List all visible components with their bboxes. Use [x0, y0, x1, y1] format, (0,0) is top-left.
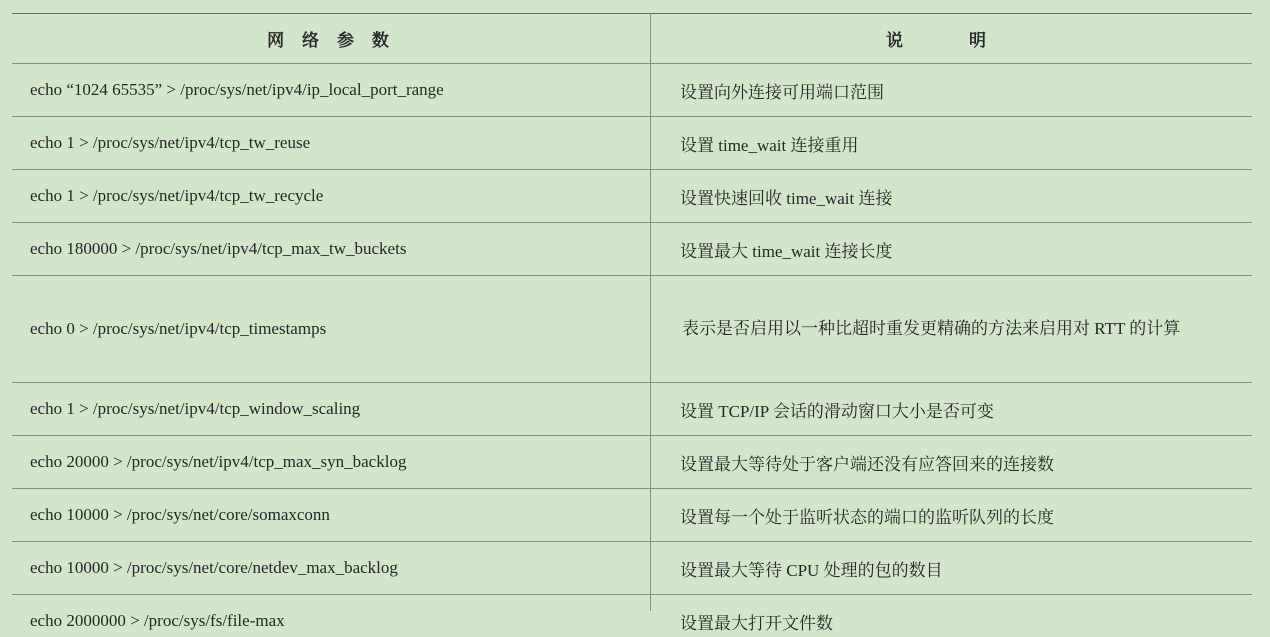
table-row: [12, 595, 1252, 637]
param-command: echo 1 > /proc/sys/net/ipv4/tcp_tw_reuse: [12, 117, 650, 170]
table-row: [12, 64, 1252, 117]
param-command: echo 2000000 > /proc/sys/fs/file-max: [12, 595, 650, 637]
param-description-text: 表示是否启用以一种比超时重发更精确的方法来启用对 RTT 的计算: [682, 319, 1181, 338]
param-command: echo 0 > /proc/sys/net/ipv4/tcp_timestamps: [12, 276, 650, 383]
param-command: echo 180000 > /proc/sys/net/ipv4/tcp_max_tw_buckets: [12, 223, 650, 276]
table-row: [12, 383, 1252, 436]
param-description: 设置最大等待处于客户端还没有应答回来的连接数: [650, 436, 1252, 489]
param-description: 设置最大 time_wait 连接长度: [650, 223, 1252, 276]
param-description: 设置 TCP/IP 会话的滑动窗口大小是否可变: [650, 383, 1252, 436]
param-description: [650, 276, 1252, 383]
param-description: 设置向外连接可用端口范围: [650, 64, 1252, 117]
param-command: echo 10000 > /proc/sys/net/core/netdev_max_backlog: [12, 542, 650, 595]
param-command: echo “1024 65535” > /proc/sys/net/ipv4/ip_local_port_range: [12, 64, 650, 117]
table-row: [12, 542, 1252, 595]
param-description: 设置最大打开文件数: [650, 595, 1252, 637]
network-params-table: [12, 13, 1252, 637]
param-description: 设置快速回收 time_wait 连接: [650, 170, 1252, 223]
table-row: [12, 117, 1252, 170]
table-row: [12, 489, 1252, 542]
param-description: 设置 time_wait 连接重用: [650, 117, 1252, 170]
header-network-params: 网 络 参 数: [12, 14, 650, 64]
table-row: [12, 223, 1252, 276]
table-row: [12, 170, 1252, 223]
param-command: echo 10000 > /proc/sys/net/core/somaxconn: [12, 489, 650, 542]
param-command: echo 20000 > /proc/sys/net/ipv4/tcp_max_syn_backlog: [12, 436, 650, 489]
header-description: 说 明: [650, 14, 1252, 64]
param-description: 设置每一个处于监听状态的端口的监听队列的长度: [650, 489, 1252, 542]
table-row: [12, 436, 1252, 489]
param-description: 设置最大等待 CPU 处理的包的数目: [650, 542, 1252, 595]
column-divider: [650, 13, 651, 611]
param-command: echo 1 > /proc/sys/net/ipv4/tcp_window_scaling: [12, 383, 650, 436]
param-command: echo 1 > /proc/sys/net/ipv4/tcp_tw_recycle: [12, 170, 650, 223]
table-header-row: [12, 14, 1252, 64]
table-row: [12, 276, 1252, 383]
